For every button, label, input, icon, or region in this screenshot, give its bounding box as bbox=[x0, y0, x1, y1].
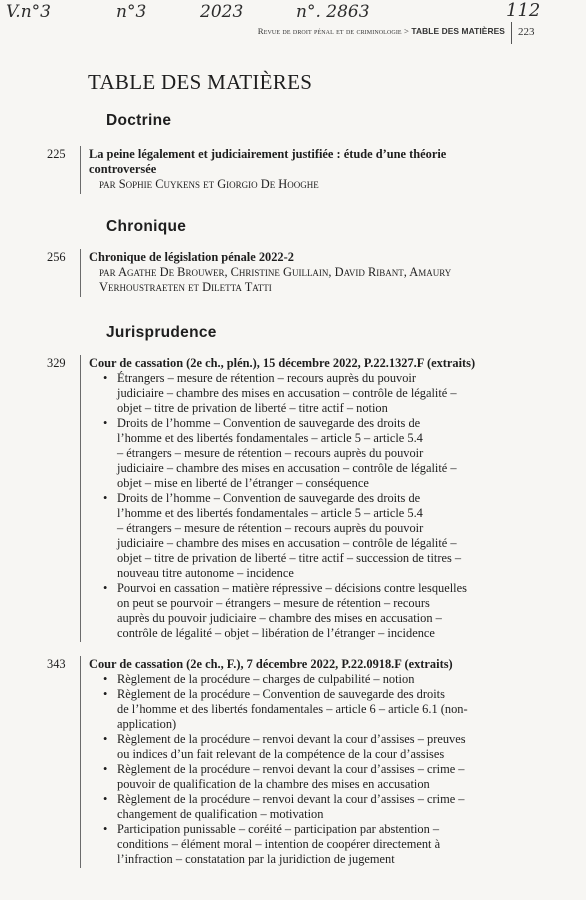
entry-author-line: par Agathe De Brouwer, Christine Guillain, David Ribant, Amaury bbox=[99, 265, 452, 279]
keyword-line: changement de qualification – motivation bbox=[117, 807, 324, 821]
keyword-line: objet – titre de privation de liberté – titre actif – notion bbox=[117, 401, 388, 415]
entry-title-line: Chronique de législation pénale 2022-2 bbox=[89, 250, 294, 264]
handwritten-annotations bbox=[0, 0, 586, 26]
page-number: 223 bbox=[518, 26, 535, 38]
entry-authors bbox=[89, 177, 529, 192]
keyword-line: judiciaire – chambre des mises en accusation – contrôle de légalité – bbox=[117, 536, 457, 550]
entry-authors bbox=[89, 265, 529, 295]
keyword-item bbox=[101, 732, 529, 762]
entry-divider bbox=[80, 249, 81, 297]
keyword-line: auprès du pouvoir judiciaire – chambre des mises en accusation – bbox=[117, 611, 442, 625]
entry-page-number: 329 bbox=[47, 356, 66, 370]
keyword-line: • Règlement de la procédure – renvoi devant la cour d’assises – preuves bbox=[117, 732, 466, 746]
keyword-line: application) bbox=[117, 717, 177, 731]
keyword-item bbox=[101, 687, 529, 732]
keyword-line: judiciaire – chambre des mises en accusation – contrôle de légalité – bbox=[117, 386, 457, 400]
keyword-line: • Règlement de la procédure – charges de culpabilité – notion bbox=[117, 672, 415, 686]
keyword-line: contrôle de légalité – objet – libération de l’étranger – incidence bbox=[117, 626, 435, 640]
keyword-line: conditions – élément moral – intention de coopérer directement à bbox=[117, 837, 441, 851]
section-heading-jurisprudence: Jurisprudence bbox=[106, 324, 217, 341]
section-heading-doctrine: Doctrine bbox=[106, 112, 172, 129]
page-title: TABLE DES MATIÈRES bbox=[88, 70, 313, 94]
keyword-line: – étrangers – mesure de rétention – recours auprès du pouvoir bbox=[117, 446, 424, 460]
keyword-item bbox=[101, 371, 529, 416]
keyword-line: l’homme et des libertés fondamentales – article 5 – article 5.4 bbox=[117, 506, 423, 520]
keyword-line: • Pourvoi en cassation – matière répressive – décisions contre lesquelles bbox=[117, 581, 467, 595]
keyword-item bbox=[101, 762, 529, 792]
keyword-line: l’homme et des libertés fondamentales – article 5 – article 5.4 bbox=[117, 431, 423, 445]
entry-title-line: Cour de cassation (2e ch., F.), 7 décembre 2022, P.22.0918.F (extraits) bbox=[89, 657, 453, 671]
entry-divider bbox=[80, 656, 81, 868]
keyword-line: on peut se pourvoir – étrangers – mesure de rétention – recours bbox=[117, 596, 430, 610]
entry-page-number: 256 bbox=[47, 250, 66, 264]
handwritten-note: n°. 2863 bbox=[296, 2, 370, 22]
keyword-line: • Règlement de la procédure – Convention de sauvegarde des droits bbox=[117, 687, 445, 701]
keyword-line: judiciaire – chambre des mises en accusation – contrôle de légalité – bbox=[117, 461, 457, 475]
entry-author-line: Verhoustraeten et Diletta Tatti bbox=[99, 280, 272, 294]
entry-title-line: La peine légalement et judiciairement justifiée : étude d’une théorie bbox=[89, 147, 447, 161]
breadcrumb-separator: > bbox=[404, 26, 410, 36]
entry-title bbox=[89, 250, 529, 265]
handwritten-note: V.n°3 bbox=[6, 2, 51, 22]
keyword-line: – étrangers – mesure de rétention – recours auprès du pouvoir bbox=[117, 521, 424, 535]
keyword-line: • Étrangers – mesure de rétention – recours auprès du pouvoir bbox=[117, 371, 416, 385]
keyword-line: l’infraction – constatation par la juridiction de jugement bbox=[117, 852, 395, 866]
keyword-item bbox=[101, 416, 529, 491]
entry-title-line: Cour de cassation (2e ch., plén.), 15 décembre 2022, P.22.1327.F (extraits) bbox=[89, 356, 476, 370]
header-divider bbox=[511, 22, 512, 44]
keyword-item bbox=[101, 672, 529, 687]
entry-divider bbox=[80, 146, 81, 194]
entry-page-number: 343 bbox=[47, 657, 66, 671]
keyword-line: • Droits de l’homme – Convention de sauvegarde des droits de bbox=[117, 416, 421, 430]
keyword-list bbox=[89, 371, 529, 641]
keyword-item bbox=[101, 792, 529, 822]
keyword-line: • Participation punissable – coréité – participation par abstention – bbox=[117, 822, 440, 836]
running-head-section: TABLE DES MATIÈRES bbox=[411, 26, 505, 36]
journal-name: Revue de droit pénal et de criminologie bbox=[257, 26, 402, 36]
keyword-list bbox=[89, 672, 529, 867]
keyword-item bbox=[101, 581, 529, 641]
handwritten-note: 2023 bbox=[200, 2, 244, 22]
entry-title-line: controversée bbox=[89, 162, 157, 176]
keyword-line: ou indices d’un fait relevant de la compétence de la cour d’assises bbox=[117, 747, 445, 761]
keyword-line: objet – titre de privation de liberté – titre actif – succession de titres – bbox=[117, 551, 462, 565]
entry-divider bbox=[80, 355, 81, 642]
keyword-line: de l’homme et des libertés fondamentales – article 6 – article 6.1 (non- bbox=[117, 702, 468, 716]
entry-title bbox=[89, 657, 529, 672]
keyword-item bbox=[101, 491, 529, 581]
keyword-line: • Règlement de la procédure – renvoi devant la cour d’assises – crime – bbox=[117, 792, 465, 806]
keyword-line: objet – mise en liberté de l’étranger – conséquence bbox=[117, 476, 369, 490]
entry-title bbox=[89, 356, 529, 371]
handwritten-note: n°3 bbox=[116, 2, 147, 22]
entry-author-line: par Sophie Cuykens et Giorgio De Hooghe bbox=[99, 177, 319, 191]
handwritten-note: 112 bbox=[506, 0, 541, 21]
entry-page-number: 225 bbox=[47, 147, 66, 161]
running-head bbox=[150, 26, 505, 36]
keyword-line: • Règlement de la procédure – renvoi devant la cour d’assises – crime – bbox=[117, 762, 465, 776]
entry-title bbox=[89, 147, 529, 177]
keyword-line: nouveau titre autonome – incidence bbox=[117, 566, 294, 580]
keyword-line: pouvoir de qualification de la chambre des mises en accusation bbox=[117, 777, 430, 791]
section-heading-chronique: Chronique bbox=[106, 218, 187, 235]
keyword-line: • Droits de l’homme – Convention de sauvegarde des droits de bbox=[117, 491, 421, 505]
keyword-item bbox=[101, 822, 529, 867]
